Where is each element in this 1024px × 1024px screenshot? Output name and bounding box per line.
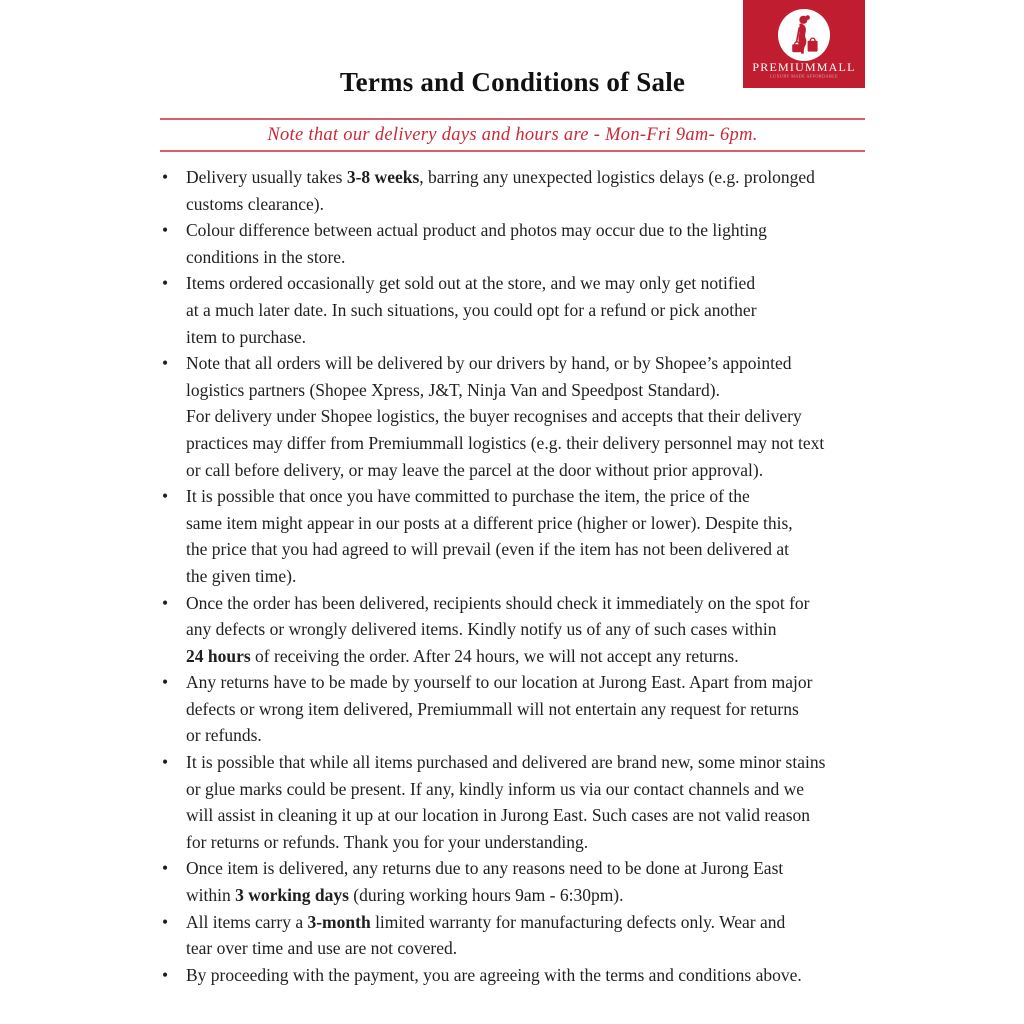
term-line xyxy=(186,297,865,324)
term-text: of receiving the order. After 24 hours, we will not accept any returns. xyxy=(250,645,739,666)
term-text: customs clearance). xyxy=(186,193,324,214)
term-line xyxy=(186,350,865,377)
term-line xyxy=(186,590,865,617)
term-line xyxy=(186,669,865,696)
term-text: within xyxy=(186,885,236,906)
term-item xyxy=(160,270,865,350)
term-item xyxy=(160,164,865,217)
term-text: or refunds. xyxy=(186,725,262,746)
delivery-hours-text: Note that our delivery days and hours are - Mon-Fri 9am- 6pm. xyxy=(267,125,758,145)
term-line xyxy=(186,191,865,218)
term-item xyxy=(160,669,865,749)
term-text: It is possible that once you have committed to purchase the item, the price of the xyxy=(186,486,750,507)
term-text: Once the order has been delivered, recipients should check it immediately on the spot for xyxy=(186,592,810,613)
term-text-bold: 3-month xyxy=(307,911,371,932)
term-text: or glue marks could be present. If any, kindly inform us via our contact channels and we xyxy=(186,778,804,799)
term-text: It is possible that while all items purchased and delivered are brand new, some minor stains xyxy=(186,752,826,773)
term-text: any defects or wrongly delivered items. Kindly notify us of any of such cases within xyxy=(186,619,777,640)
term-text: Once item is delivered, any returns due to any reasons need to be done at Jurong East xyxy=(186,858,784,879)
term-text: defects or wrong item delivered, Premiummall will not entertain any request for returns xyxy=(186,698,799,719)
term-line xyxy=(186,616,865,643)
term-item xyxy=(160,350,865,483)
term-text: same item might appear in our posts at a different price (higher or lower). Despite this, xyxy=(186,512,793,533)
term-line xyxy=(186,324,865,351)
term-text: for returns or refunds. Thank you for your understanding. xyxy=(186,831,589,852)
term-line xyxy=(186,802,865,829)
term-text: limited warranty for manufacturing defects only. Wear and xyxy=(370,911,786,932)
document-content xyxy=(160,0,865,988)
term-text-bold: 24 hours xyxy=(186,645,251,666)
term-text: tear over time and use are not covered. xyxy=(186,938,458,959)
term-line xyxy=(186,776,865,803)
term-line xyxy=(186,749,865,776)
term-line xyxy=(186,244,865,271)
term-line xyxy=(186,270,865,297)
logo-tagline: LUXURY MADE AFFORDABLE xyxy=(769,74,839,79)
term-line xyxy=(186,563,865,590)
page-title: Terms and Conditions of Sale xyxy=(339,67,686,97)
term-text: at a much later date. In such situations, you could opt for a refund or pick another xyxy=(186,299,757,320)
terms-list xyxy=(160,164,865,988)
delivery-hours-notice xyxy=(160,118,865,152)
term-line xyxy=(186,536,865,563)
term-item xyxy=(160,749,865,855)
term-item xyxy=(160,962,865,989)
term-text: , barring any unexpected logistics delays (e.g. prolonged xyxy=(419,167,815,187)
term-text: For delivery under Shopee logistics, the buyer recognises and accepts that their delivery xyxy=(186,406,802,427)
term-text: the given time). xyxy=(186,565,297,586)
term-line xyxy=(186,430,865,457)
term-line xyxy=(186,217,865,244)
term-line xyxy=(186,962,865,989)
term-text: Note that all orders will be delivered by our drivers by hand, or by Shopee’s appointed xyxy=(186,353,792,374)
term-line xyxy=(186,935,865,962)
term-text: item to purchase. xyxy=(186,326,307,347)
term-text: logistics partners (Shopee Xpress, J&T, Ninja Van and Speedpost Standard). xyxy=(186,379,720,400)
term-line xyxy=(186,909,865,936)
term-line xyxy=(186,403,865,430)
term-text: (during working hours 9am - 6:30pm). xyxy=(348,885,624,906)
term-text: Colour difference between actual product and photos may occur due to the lighting xyxy=(186,220,767,241)
term-text: will assist in cleaning it up at our location in Jurong East. Such cases are not valid reason xyxy=(186,805,811,826)
term-text: practices may differ from Premiummall logistics (e.g. their delivery personnel may not text xyxy=(186,432,825,453)
term-line xyxy=(186,377,865,404)
term-text: or call before delivery, or may leave the parcel at the door without prior approval). xyxy=(186,459,764,480)
term-text-bold: 3-8 weeks xyxy=(346,167,420,187)
term-line xyxy=(186,164,865,191)
term-text: All items carry a xyxy=(186,911,308,932)
term-line xyxy=(186,696,865,723)
term-text: Delivery usually takes xyxy=(186,167,347,187)
term-item xyxy=(160,909,865,962)
term-text: Items ordered occasionally get sold out at the store, and we may only get notified xyxy=(186,273,756,294)
term-line xyxy=(186,483,865,510)
term-text: By proceeding with the payment, you are agreeing with the terms and conditions above. xyxy=(186,964,802,985)
term-line xyxy=(186,722,865,749)
term-text: the price that you had agreed to will prevail (even if the item has not been delivered at xyxy=(186,539,790,560)
term-item xyxy=(160,590,865,670)
term-item xyxy=(160,217,865,270)
term-text-bold: 3 working days xyxy=(235,885,349,906)
term-text: conditions in the store. xyxy=(186,246,346,267)
term-line xyxy=(186,510,865,537)
term-item xyxy=(160,855,865,908)
term-line xyxy=(186,829,865,856)
term-line xyxy=(186,457,865,484)
logo-brand-name: PREMIUMMALL xyxy=(752,60,856,74)
term-line xyxy=(186,643,865,670)
term-item xyxy=(160,483,865,589)
term-text: Any returns have to be made by yourself to our location at Jurong East. Apart from major xyxy=(186,672,813,693)
term-line xyxy=(186,855,865,882)
term-line xyxy=(186,882,865,909)
